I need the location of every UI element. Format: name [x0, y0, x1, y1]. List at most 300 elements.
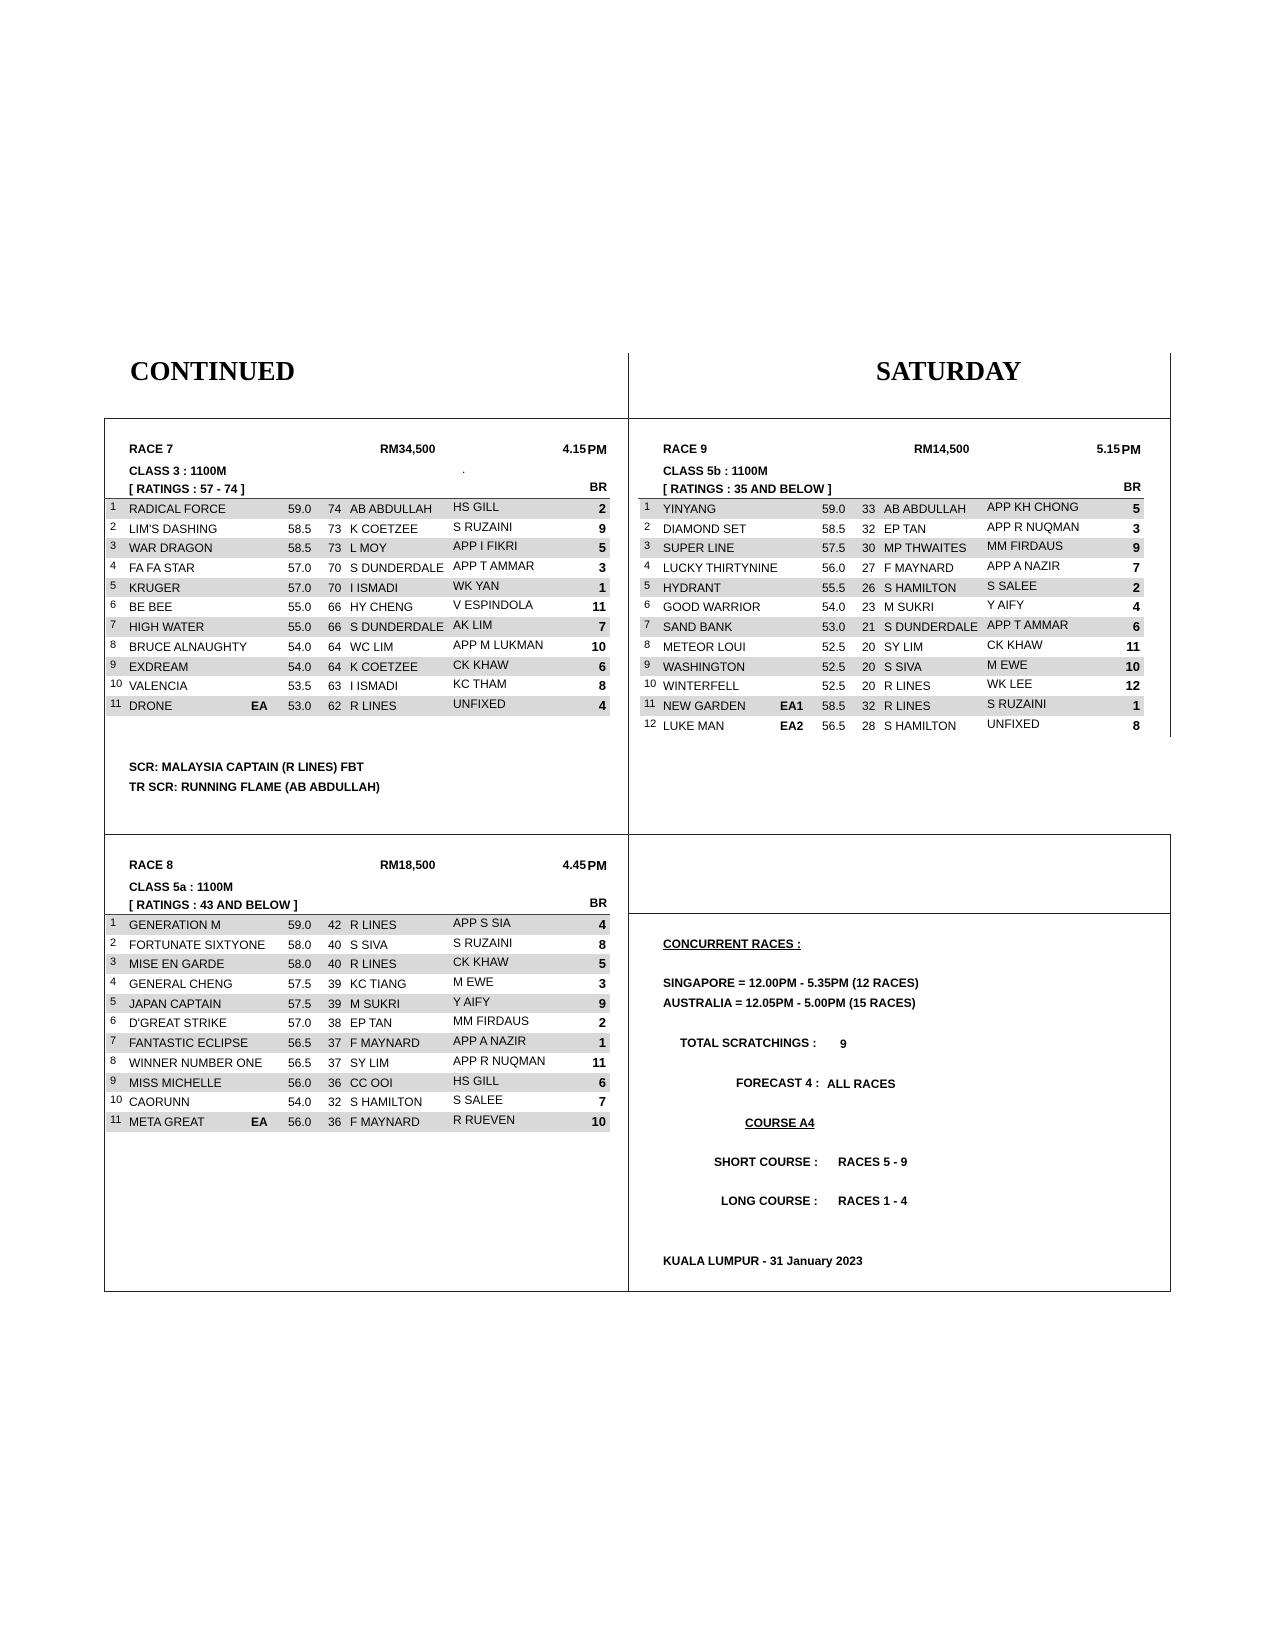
barrier-number: 3 [598, 976, 606, 992]
barrier-number: 8 [598, 678, 606, 694]
horse-number: 1 [110, 501, 117, 513]
table-row [640, 597, 1144, 617]
horse-name: WAR DRAGON [129, 541, 213, 556]
horse-rating: 70 [328, 580, 342, 595]
horse-name: VALENCIA [129, 679, 188, 694]
horse-rating: 37 [328, 1036, 342, 1051]
race-class: CLASS 5a : 1100M [129, 880, 234, 894]
horse-number: 6 [110, 1015, 117, 1028]
horse-rating: 32 [328, 1095, 342, 1110]
horse-weight: 54.0 [288, 659, 312, 674]
horse-rating: 64 [328, 659, 342, 674]
barrier-number: 6 [598, 658, 606, 674]
barrier-number: 10 [1125, 658, 1140, 674]
horse-number: 7 [110, 1035, 117, 1048]
horse-name: FA FA STAR [129, 561, 195, 576]
horse-number: 10 [110, 678, 123, 691]
race-8-block [106, 834, 610, 1132]
horse-name: MISE EN GARDE [129, 957, 225, 972]
horse-rating: 26 [862, 580, 876, 595]
horse-name: RADICAL FORCE [129, 502, 226, 516]
trainer-name: APP KH CHONG [987, 500, 1079, 514]
barrier-number: 10 [591, 638, 606, 654]
barrier-number: 7 [598, 619, 606, 635]
horse-number: 3 [644, 540, 651, 553]
horse-rating: 32 [862, 698, 876, 713]
horse-name: LUCKY THIRTYNINE [663, 561, 778, 576]
barrier-number: 3 [1132, 520, 1140, 536]
table-row [106, 597, 610, 617]
table-row [640, 676, 1144, 696]
heading-continued: CONTINUED [130, 356, 296, 386]
jockey-name: SY LIM [350, 1055, 390, 1070]
jockey-name: I ISMADI [350, 679, 399, 694]
jockey-name: S DUNDERDALE [884, 620, 979, 635]
race-prize: RM18,500 [380, 858, 436, 872]
jockey-name: EP TAN [350, 1016, 393, 1031]
barrier-number: 5 [1132, 501, 1140, 516]
race-prize: RM14,500 [914, 442, 970, 456]
race-ratings: [ RATINGS : 57 - 74 ] [129, 482, 245, 496]
horse-rating: 37 [328, 1055, 342, 1070]
barrier-number: 11 [1126, 638, 1140, 654]
table-row [106, 558, 610, 578]
trainer-name: KC THAM [453, 677, 507, 692]
table-row [106, 994, 610, 1014]
jockey-name: WC LIM [350, 639, 394, 654]
race-dot: . [462, 462, 466, 476]
total-scratchings-value: 9 [840, 1037, 847, 1051]
race-prize: RM34,500 [380, 442, 436, 456]
race-header [640, 418, 1144, 498]
trainer-name: WK LEE [987, 677, 1033, 692]
horse-rating: 73 [328, 541, 342, 556]
jockey-name: AB ABDULLAH [350, 502, 433, 516]
jockey-name: F MAYNARD [350, 1114, 420, 1129]
trainer-name: APP T AMMAR [987, 618, 1069, 633]
jockey-name: S HAMILTON [884, 718, 957, 733]
horse-number: 6 [644, 599, 651, 612]
horse-number: 9 [644, 658, 651, 671]
horse-number: 4 [644, 560, 651, 573]
horse-number: 4 [110, 560, 117, 573]
horse-rating: 38 [328, 1016, 342, 1031]
horse-rating: 73 [328, 521, 342, 536]
race-title: RACE 9 [663, 442, 708, 456]
horse-number: 3 [110, 956, 117, 969]
jockey-name: I ISMADI [350, 580, 399, 595]
horse-number: 2 [110, 520, 117, 533]
jockey-name: M SUKRI [350, 996, 401, 1011]
barrier-number: 6 [598, 1074, 606, 1090]
barrier-number: 8 [1132, 717, 1140, 733]
jockey-name: R LINES [884, 679, 931, 694]
table-row [640, 657, 1144, 677]
table-row [640, 558, 1144, 578]
horse-number: 12 [644, 717, 657, 730]
horse-name: CAORUNN [129, 1095, 190, 1110]
horse-name: MISS MICHELLE [129, 1075, 222, 1090]
barrier-number: 4 [598, 917, 606, 932]
horse-rating: 42 [328, 918, 342, 932]
horse-number: 11 [110, 1113, 122, 1126]
horse-rating: 36 [328, 1075, 342, 1090]
table-row [640, 499, 1144, 519]
horse-name: DIAMOND SET [663, 521, 747, 536]
horse-rating: 28 [862, 718, 876, 733]
horse-weight: 59.0 [822, 502, 846, 516]
horse-weight: 59.0 [288, 502, 312, 516]
race-class: CLASS 5b : 1100M [663, 464, 768, 478]
horse-number: 11 [110, 697, 122, 710]
horse-name: HIGH WATER [129, 620, 205, 635]
horse-name: FORTUNATE SIXTYONE [129, 937, 266, 952]
race-time: 4.15 [562, 442, 586, 456]
horse-weight: 52.5 [822, 639, 846, 654]
horse-rating: 21 [862, 620, 876, 635]
horse-weight: 58.5 [288, 541, 312, 556]
table-row [106, 1112, 610, 1132]
barrier-number: 2 [598, 1015, 606, 1031]
horse-weight: 52.5 [822, 679, 846, 694]
race-header [106, 418, 610, 498]
horse-weight: 53.0 [288, 698, 312, 713]
horse-name: KRUGER [129, 580, 181, 595]
barrier-number: 2 [598, 501, 606, 516]
horse-name: METEOR LOUI [663, 639, 746, 654]
horse-name: WINNER NUMBER ONE [129, 1055, 263, 1070]
forecast-label: FORECAST 4 : [736, 1076, 820, 1090]
jockey-name: S DUNDERDALE [350, 561, 445, 576]
trainer-name: APP S SIA [453, 916, 511, 930]
barrier-number: 4 [1132, 599, 1140, 615]
horse-name: YINYANG [663, 502, 717, 516]
trainer-name: S SALEE [453, 1093, 504, 1108]
race-7-scratch-note: SCR: MALAYSIA CAPTAIN (R LINES) FBT [129, 760, 364, 774]
horse-number: 2 [110, 936, 117, 949]
race-class: CLASS 3 : 1100M [129, 464, 227, 478]
horse-rating: 64 [328, 639, 342, 654]
barrier-number: 5 [598, 956, 606, 972]
jockey-name: S HAMILTON [350, 1095, 423, 1110]
jockey-name: F MAYNARD [884, 561, 954, 576]
horse-rating: 62 [328, 698, 342, 713]
table-row [106, 935, 610, 955]
barrier-number: 11 [592, 599, 606, 615]
horse-weight: 56.5 [288, 1055, 312, 1070]
jockey-name: EP TAN [884, 521, 927, 536]
trainer-name: CK KHAW [453, 955, 509, 970]
jockey-name: HY CHENG [350, 600, 414, 615]
trainer-name: APP I FIKRI [453, 539, 518, 554]
barrier-number: 9 [1132, 540, 1140, 556]
horse-rating: 36 [328, 1114, 342, 1129]
horse-name: WASHINGTON [663, 659, 746, 674]
horse-weight: 58.5 [288, 521, 312, 536]
horse-weight: 57.5 [288, 996, 312, 1011]
horse-number: 5 [110, 995, 117, 1008]
horse-weight: 53.5 [288, 679, 312, 694]
table-row [106, 915, 610, 935]
table-row [640, 538, 1144, 558]
table-row [106, 499, 610, 519]
table-row [640, 696, 1144, 716]
barrier-number: 9 [598, 995, 606, 1011]
jockey-name: R LINES [884, 698, 931, 713]
trainer-name: APP R NUQMAN [987, 519, 1080, 534]
trainer-name: Y AIFY [453, 994, 491, 1009]
barrier-number: 7 [1132, 560, 1140, 576]
entry-tag: EA1 [780, 698, 804, 713]
horse-name: DRONE [129, 698, 173, 713]
trainer-name: APP A NAZIR [453, 1034, 527, 1049]
table-row [640, 716, 1144, 736]
horse-name: GENERATION M [129, 918, 221, 932]
right-border-top [1170, 353, 1171, 737]
horse-number: 3 [110, 540, 117, 553]
race-ampm: PM [587, 858, 607, 873]
table-row [106, 617, 610, 637]
horse-weight: 56.0 [288, 1114, 312, 1129]
horse-rating: 66 [328, 600, 342, 615]
table-row [106, 1033, 610, 1053]
jockey-name: S SIVA [884, 659, 922, 674]
horse-name: D'GREAT STRIKE [129, 1016, 227, 1031]
horse-weight: 57.0 [288, 1016, 312, 1031]
trainer-name: S RUZAINI [453, 935, 513, 950]
barrier-number: 2 [1132, 579, 1140, 595]
race-7-block [106, 418, 610, 716]
table-row [640, 519, 1144, 539]
horse-rating: 39 [328, 977, 342, 992]
short-course-value: RACES 5 - 9 [838, 1155, 908, 1169]
horse-rating: 23 [862, 600, 876, 615]
horse-weight: 58.0 [288, 957, 312, 972]
barrier-number: 7 [598, 1094, 606, 1110]
trainer-name: HS GILL [453, 1073, 500, 1088]
horse-number: 6 [110, 599, 117, 612]
barrier-number: 11 [592, 1054, 606, 1070]
horse-weight: 58.5 [822, 521, 846, 536]
horse-weight: 56.5 [288, 1036, 312, 1051]
horse-rating: 63 [328, 679, 342, 694]
table-row [106, 974, 610, 994]
bottom-border [104, 1291, 1171, 1292]
race-time: 4.45 [562, 858, 586, 872]
horse-name: GENERAL CHENG [129, 977, 233, 992]
trainer-name: CK KHAW [987, 637, 1043, 652]
horse-weight: 57.5 [822, 541, 846, 556]
horse-name: LUKE MAN [663, 718, 725, 733]
horse-weight: 56.0 [822, 561, 846, 576]
table-row [106, 657, 610, 677]
trainer-name: M EWE [453, 975, 494, 990]
br-label: BR [1123, 480, 1141, 494]
jockey-name: R LINES [350, 698, 397, 713]
barrier-number: 8 [598, 936, 606, 952]
barrier-number: 1 [1132, 697, 1140, 713]
horse-name: WINTERFELL [663, 679, 740, 694]
jockey-name: KC TIANG [350, 977, 407, 992]
heading-saturday: SATURDAY [876, 356, 1022, 386]
trainer-name: R RUEVEN [453, 1112, 516, 1127]
left-border [104, 418, 105, 1292]
table-row [106, 1092, 610, 1112]
center-divider [628, 353, 629, 1292]
table-row [640, 578, 1144, 598]
trainer-name: MM FIRDAUS [453, 1014, 529, 1029]
trainer-name: UNFIXED [453, 696, 506, 711]
barrier-number: 12 [1125, 678, 1140, 694]
long-course-value: RACES 1 - 4 [838, 1194, 908, 1208]
race-ampm: PM [587, 442, 607, 457]
entry-tag: EA [251, 698, 268, 713]
horse-rating: 74 [328, 502, 342, 516]
jockey-name: S DUNDERDALE [350, 620, 445, 635]
horse-rating: 20 [862, 679, 876, 694]
trainer-name: S SALEE [987, 578, 1038, 593]
horse-rating: 33 [862, 502, 876, 516]
horse-weight: 54.0 [288, 1095, 312, 1110]
jockey-name: MP THWAITES [884, 541, 967, 556]
jockey-name: S SIVA [350, 937, 388, 952]
forecast-value: ALL RACES [827, 1077, 896, 1091]
horse-rating: 39 [328, 996, 342, 1011]
race-header [106, 834, 610, 914]
trainer-name: WK YAN [453, 578, 500, 593]
table-row [106, 1053, 610, 1073]
horse-weight: 54.0 [288, 639, 312, 654]
barrier-number: 1 [598, 1035, 606, 1051]
jockey-name: K COETZEE [350, 521, 419, 536]
trainer-name: V ESPINDOLA [453, 598, 534, 613]
course-label: COURSE A4 [745, 1116, 815, 1130]
table-row [106, 538, 610, 558]
table-row [106, 696, 610, 716]
barrier-number: 5 [598, 540, 606, 556]
jockey-name: R LINES [350, 918, 397, 932]
concurrent-races-title: CONCURRENT RACES : [663, 937, 801, 951]
horse-name: EXDREAM [129, 659, 189, 674]
table-row [106, 578, 610, 598]
horse-number: 1 [110, 917, 117, 929]
horse-rating: 30 [862, 541, 876, 556]
horse-name: META GREAT [129, 1114, 205, 1129]
race-ampm: PM [1121, 442, 1141, 457]
horse-number: 11 [644, 697, 656, 710]
barrier-number: 6 [1132, 619, 1140, 635]
horse-name: BRUCE ALNAUGHTY [129, 639, 248, 654]
horse-number: 1 [644, 501, 651, 513]
br-label: BR [589, 896, 607, 910]
horse-weight: 56.5 [822, 718, 846, 733]
horse-weight: 54.0 [822, 600, 846, 615]
info-top-border [628, 913, 1171, 914]
race-ratings: [ RATINGS : 43 AND BELOW ] [129, 898, 298, 912]
trainer-name: Y AIFY [987, 598, 1025, 613]
trainer-name: APP T AMMAR [453, 559, 535, 574]
horse-number: 5 [110, 579, 117, 592]
horse-name: SAND BANK [663, 620, 733, 635]
horse-number: 9 [110, 658, 117, 671]
jockey-name: F MAYNARD [350, 1036, 420, 1051]
horse-weight: 58.0 [288, 937, 312, 952]
right-border-bottom [1170, 835, 1171, 1292]
trainer-name: AK LIM [453, 618, 493, 633]
table-row [106, 637, 610, 657]
horse-number: 7 [110, 619, 117, 632]
jockey-name: AB ABDULLAH [884, 502, 967, 516]
horse-weight: 53.0 [822, 620, 846, 635]
horse-name: NEW GARDEN [663, 698, 746, 713]
trainer-name: MM FIRDAUS [987, 539, 1063, 554]
horse-number: 5 [644, 579, 651, 592]
barrier-number: 1 [598, 579, 606, 595]
short-course-label: SHORT COURSE : [714, 1155, 819, 1169]
race-title: RACE 8 [129, 858, 174, 872]
horse-rating: 32 [862, 521, 876, 536]
horse-number: 8 [110, 1054, 117, 1067]
table-row [106, 954, 610, 974]
trainer-name: S RUZAINI [987, 696, 1047, 711]
table-row [106, 519, 610, 539]
australia-line: AUSTRALIA = 12.05PM - 5.00PM (15 RACES) [663, 996, 916, 1010]
horse-number: 4 [110, 976, 117, 989]
table-row [640, 637, 1144, 657]
table-row [106, 1073, 610, 1093]
jockey-name: CC OOI [350, 1075, 393, 1090]
barrier-number: 4 [598, 697, 606, 713]
horse-weight: 57.5 [288, 977, 312, 992]
horse-name: JAPAN CAPTAIN [129, 996, 222, 1011]
table-row [106, 1013, 610, 1033]
race-ratings: [ RATINGS : 35 AND BELOW ] [663, 482, 832, 496]
jockey-name: R LINES [350, 957, 397, 972]
jockey-name: SY LIM [884, 639, 924, 654]
horse-number: 9 [110, 1074, 117, 1087]
horse-name: LIM'S DASHING [129, 521, 218, 536]
horse-name: BE BEE [129, 600, 173, 615]
horse-rating: 66 [328, 620, 342, 635]
jockey-name: K COETZEE [350, 659, 419, 674]
table-row [640, 617, 1144, 637]
trainer-name: APP A NAZIR [987, 559, 1061, 574]
horse-number: 8 [110, 638, 117, 651]
race-9-block [640, 418, 1144, 735]
horse-rating: 40 [328, 937, 342, 952]
barrier-number: 10 [591, 1113, 606, 1129]
table-row [106, 676, 610, 696]
horse-weight: 57.0 [288, 561, 312, 576]
horse-weight: 55.5 [822, 580, 846, 595]
long-course-label: LONG COURSE : [721, 1194, 818, 1208]
trainer-name: M EWE [987, 657, 1028, 672]
race-title: RACE 7 [129, 442, 174, 456]
horse-weight: 52.5 [822, 659, 846, 674]
trainer-name: APP M LUKMAN [453, 637, 544, 652]
horse-number: 8 [644, 638, 651, 651]
horse-number: 2 [644, 520, 651, 533]
trainer-name: HS GILL [453, 500, 500, 514]
br-label: BR [589, 480, 607, 494]
trainer-name: S RUZAINI [453, 519, 513, 534]
horse-rating: 27 [862, 561, 876, 576]
horse-weight: 55.0 [288, 620, 312, 635]
singapore-line: SINGAPORE = 12.00PM - 5.35PM (12 RACES) [663, 976, 919, 990]
barrier-number: 3 [598, 560, 606, 576]
jockey-name: M SUKRI [884, 600, 935, 615]
trainer-name: UNFIXED [987, 716, 1040, 731]
